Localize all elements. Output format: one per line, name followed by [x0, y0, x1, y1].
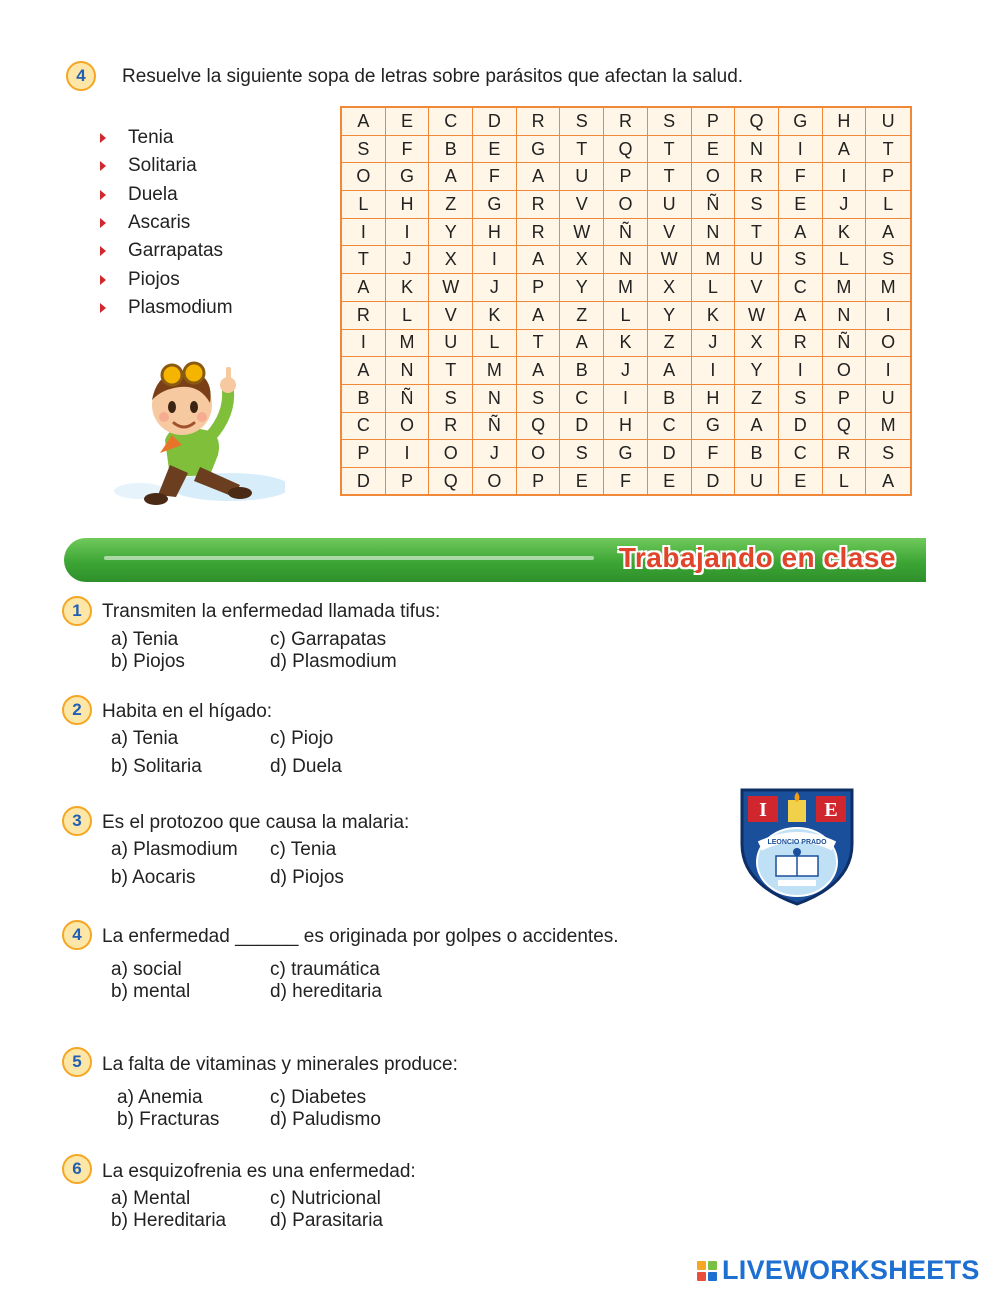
grid-cell[interactable]: U [735, 468, 779, 496]
grid-cell[interactable]: G [779, 108, 823, 136]
grid-cell[interactable]: J [604, 357, 648, 385]
option-d[interactable]: d) Duela [270, 756, 342, 777]
grid-cell[interactable]: M [692, 246, 736, 274]
grid-cell[interactable]: E [692, 136, 736, 164]
grid-cell[interactable]: W [429, 274, 473, 302]
crest-letter-right: E [824, 799, 838, 821]
grid-cell[interactable]: W [735, 302, 779, 330]
grid-cell[interactable]: T [648, 136, 692, 164]
word-list-item [100, 265, 233, 293]
grid-cell[interactable]: U [560, 163, 604, 191]
option-a[interactable]: a) Mental [111, 1188, 191, 1209]
grid-cell[interactable]: L [866, 191, 910, 219]
grid-cell[interactable]: A [823, 136, 867, 164]
grid-cell[interactable]: O [692, 163, 736, 191]
grid-cell[interactable]: R [604, 108, 648, 136]
grid-cell[interactable]: T [342, 246, 386, 274]
grid-cell[interactable]: Ñ [386, 385, 430, 413]
option-d[interactable]: d) Piojos [270, 867, 344, 888]
grid-cell[interactable]: A [517, 302, 561, 330]
grid-cell[interactable]: L [823, 468, 867, 496]
word-list-item [100, 152, 233, 180]
grid-cell[interactable]: Ñ [473, 413, 517, 441]
grid-cell[interactable]: S [779, 385, 823, 413]
grid-cell[interactable]: I [692, 357, 736, 385]
question-text: La falta de vitaminas y minerales produce: [102, 1054, 458, 1075]
grid-cell[interactable]: E [560, 468, 604, 496]
grid-cell[interactable]: P [692, 108, 736, 136]
question-number-badge: 4 [62, 920, 92, 950]
question-text: La enfermedad ______ es originada por golpes o accidentes. [102, 926, 619, 947]
grid-cell[interactable]: O [429, 440, 473, 468]
grid-cell[interactable]: L [823, 246, 867, 274]
grid-cell[interactable]: D [692, 468, 736, 496]
grid-cell[interactable]: K [823, 219, 867, 247]
grid-cell[interactable]: I [386, 440, 430, 468]
question-number-badge: 2 [62, 695, 92, 725]
grid-cell[interactable]: T [735, 219, 779, 247]
grid-cell[interactable]: P [604, 163, 648, 191]
grid-cell[interactable]: S [735, 191, 779, 219]
grid-cell[interactable]: R [735, 163, 779, 191]
grid-cell[interactable]: R [779, 330, 823, 358]
grid-cell[interactable]: V [648, 219, 692, 247]
option-a[interactable]: a) Tenia [111, 728, 179, 749]
word-list [100, 124, 233, 322]
grid-cell[interactable]: S [560, 108, 604, 136]
grid-cell[interactable]: U [866, 385, 910, 413]
grid-cell[interactable]: X [735, 330, 779, 358]
grid-cell[interactable]: C [779, 274, 823, 302]
grid-cell[interactable]: L [473, 330, 517, 358]
grid-cell[interactable]: N [386, 357, 430, 385]
grid-cell[interactable]: C [648, 413, 692, 441]
grid-cell[interactable]: V [735, 274, 779, 302]
grid-cell[interactable]: G [473, 191, 517, 219]
grid-cell[interactable]: Q [735, 108, 779, 136]
word-label: Piojos [128, 268, 180, 290]
grid-cell[interactable]: M [823, 274, 867, 302]
banner-stripe [104, 556, 594, 560]
grid-cell[interactable]: H [604, 413, 648, 441]
grid-cell[interactable]: M [604, 274, 648, 302]
section-banner [64, 538, 926, 582]
option-b[interactable]: b) Solitaria [111, 756, 202, 777]
logo-text: LIVEWORKSHEETS [722, 1255, 980, 1285]
grid-cell[interactable]: B [560, 357, 604, 385]
grid-cell[interactable]: O [517, 440, 561, 468]
grid-cell[interactable]: H [692, 385, 736, 413]
grid-cell[interactable]: I [779, 136, 823, 164]
grid-cell[interactable]: R [517, 219, 561, 247]
grid-cell[interactable]: C [779, 440, 823, 468]
grid-cell[interactable]: Ñ [604, 219, 648, 247]
grid-cell[interactable]: G [517, 136, 561, 164]
grid-cell[interactable]: B [735, 440, 779, 468]
grid-cell[interactable]: U [429, 330, 473, 358]
grid-cell[interactable]: Y [735, 357, 779, 385]
question-text: Habita en el hígado: [102, 701, 273, 722]
grid-cell[interactable]: Z [429, 191, 473, 219]
grid-cell[interactable]: J [473, 274, 517, 302]
grid-cell[interactable]: O [473, 468, 517, 496]
grid-cell[interactable]: N [735, 136, 779, 164]
bullet-icon [100, 218, 106, 228]
grid-cell[interactable]: C [560, 385, 604, 413]
logo-mark-icon [697, 1261, 717, 1281]
grid-cell[interactable]: E [473, 136, 517, 164]
grid-cell[interactable]: S [866, 440, 910, 468]
grid-cell[interactable]: V [429, 302, 473, 330]
grid-cell[interactable]: S [342, 136, 386, 164]
option-c[interactable]: c) Nutricional [270, 1188, 381, 1209]
grid-cell[interactable]: O [386, 413, 430, 441]
grid-cell[interactable]: I [866, 357, 910, 385]
grid-cell[interactable]: I [823, 163, 867, 191]
grid-cell[interactable]: B [342, 385, 386, 413]
grid-cell[interactable]: A [342, 357, 386, 385]
question-number-badge: 6 [62, 1154, 92, 1184]
grid-cell[interactable]: R [429, 413, 473, 441]
grid-cell[interactable]: A [342, 108, 386, 136]
grid-cell[interactable]: S [429, 385, 473, 413]
grid-cell[interactable]: A [517, 246, 561, 274]
grid-cell[interactable]: S [560, 440, 604, 468]
grid-cell[interactable]: X [560, 246, 604, 274]
option-a[interactable]: a) social [111, 959, 182, 980]
grid-cell[interactable]: I [866, 302, 910, 330]
option-d[interactable]: d) Plasmodium [270, 651, 397, 672]
word-list-item [100, 209, 233, 237]
grid-cell[interactable]: N [473, 385, 517, 413]
grid-cell[interactable]: S [779, 246, 823, 274]
grid-cell[interactable]: I [386, 219, 430, 247]
grid-cell[interactable]: A [779, 219, 823, 247]
question-text: La esquizofrenia es una enfermedad: [102, 1161, 416, 1182]
grid-cell[interactable]: G [604, 440, 648, 468]
grid-cell[interactable]: A [882, 471, 895, 492]
word-label: Tenia [128, 127, 174, 149]
crest-name: LEONCIO PRADO [767, 839, 827, 846]
grid-cell[interactable]: Z [735, 385, 779, 413]
word-search-grid [340, 106, 912, 496]
grid-cell[interactable]: U [866, 108, 910, 136]
question-text: Es el protozoo que causa la malaria: [102, 812, 410, 833]
grid-cell[interactable]: A [517, 357, 561, 385]
grid-cell[interactable]: K [604, 330, 648, 358]
grid-cell[interactable]: O [866, 330, 910, 358]
option-b[interactable]: b) mental [111, 981, 191, 1002]
grid-cell[interactable]: Q [604, 136, 648, 164]
grid-cell[interactable]: J [386, 246, 430, 274]
grid-cell[interactable]: C [429, 108, 473, 136]
crest-letter-left: I [759, 799, 767, 821]
liveworksheets-logo [697, 1255, 980, 1286]
question-number-badge: 3 [62, 806, 92, 836]
question-number-badge: 5 [62, 1047, 92, 1077]
grid-cell[interactable]: T [429, 357, 473, 385]
grid-cell[interactable]: W [648, 246, 692, 274]
grid-cell[interactable]: I [473, 246, 517, 274]
option-c[interactable]: c) traumática [270, 959, 380, 980]
grid-cell[interactable]: F [692, 440, 736, 468]
grid-cell[interactable]: I [342, 330, 386, 358]
grid-cell[interactable]: N [823, 302, 867, 330]
word-list-item [100, 294, 233, 322]
grid-cell[interactable]: K [692, 302, 736, 330]
grid-cell[interactable]: D [473, 108, 517, 136]
grid-cell[interactable]: M [473, 357, 517, 385]
grid-cell[interactable]: H [473, 219, 517, 247]
option-b[interactable]: b) Piojos [111, 651, 185, 672]
grid-cell[interactable]: V [560, 191, 604, 219]
grid-cell[interactable]: U [648, 191, 692, 219]
word-list-item [100, 237, 233, 265]
grid-cell[interactable]: S [866, 246, 910, 274]
word-list-item [100, 181, 233, 209]
grid-cell[interactable]: C [342, 413, 386, 441]
grid-cell[interactable]: W [560, 219, 604, 247]
bullet-icon [100, 133, 106, 143]
grid-cell[interactable]: D [560, 413, 604, 441]
grid-cell[interactable]: B [429, 136, 473, 164]
grid-cell[interactable]: S [517, 385, 561, 413]
grid-cell[interactable]: S [648, 108, 692, 136]
option-d[interactable]: d) Parasitaria [270, 1210, 383, 1231]
grid-cell[interactable]: E [386, 108, 430, 136]
grid-cell[interactable]: A [342, 274, 386, 302]
grid-cell[interactable]: D [779, 413, 823, 441]
grid-cell[interactable]: A [779, 302, 823, 330]
grid-cell[interactable]: H [823, 108, 867, 136]
word-label: Duela [128, 183, 178, 205]
grid-cell[interactable]: J [692, 330, 736, 358]
grid-cell[interactable]: P [517, 274, 561, 302]
exercise-number-badge: 4 [66, 61, 96, 91]
exercise-title: Resuelve la siguiente sopa de letras sobre parásitos que afectan la salud. [122, 66, 744, 87]
grid-cell[interactable]: P [342, 440, 386, 468]
word-label: Ascaris [128, 212, 191, 234]
grid-cell[interactable]: G [386, 163, 430, 191]
question-number-badge: 1 [62, 596, 92, 626]
grid-cell[interactable]: F [779, 163, 823, 191]
grid-cell[interactable]: P [823, 385, 867, 413]
grid-cell[interactable]: P [866, 163, 910, 191]
school-crest [738, 784, 856, 908]
option-c[interactable]: c) Garrapatas [270, 629, 387, 650]
grid-cell[interactable]: M [866, 413, 910, 441]
option-c[interactable]: c) Tenia [270, 839, 337, 860]
option-b[interactable]: b) Aocaris [111, 867, 196, 888]
word-label: Plasmodium [128, 296, 233, 318]
grid-cell[interactable]: F [473, 163, 517, 191]
grid-cell[interactable]: Q [429, 468, 473, 496]
grid-cell[interactable]: F [386, 136, 430, 164]
grid-cell[interactable]: I [779, 357, 823, 385]
grid-cell[interactable]: Y [560, 274, 604, 302]
grid-cell[interactable]: K [386, 274, 430, 302]
option-c[interactable]: c) Diabetes [270, 1087, 367, 1108]
grid-cell[interactable]: G [692, 413, 736, 441]
grid-cell[interactable]: A [648, 357, 692, 385]
bullet-icon [100, 303, 106, 313]
grid-cell[interactable]: Ñ [823, 330, 867, 358]
grid-cell[interactable]: B [648, 385, 692, 413]
bullet-icon [100, 246, 106, 256]
question-text: Transmiten la enfermedad llamada tifus: [102, 601, 441, 622]
grid-cell[interactable]: A [866, 219, 910, 247]
grid-cell[interactable]: T [517, 330, 561, 358]
grid-cell[interactable]: Z [648, 330, 692, 358]
grid-cell[interactable]: A [560, 330, 604, 358]
bullet-icon [100, 190, 106, 200]
option-c[interactable]: c) Piojo [270, 728, 334, 749]
grid-cell[interactable]: O [604, 191, 648, 219]
grid-cell[interactable]: I [604, 385, 648, 413]
option-b[interactable]: b) Fracturas [117, 1109, 220, 1130]
grid-cell[interactable]: M [386, 330, 430, 358]
grid-cell[interactable]: U [735, 246, 779, 274]
grid-cell[interactable]: Q [517, 413, 561, 441]
grid-cell[interactable]: J [473, 440, 517, 468]
word-list-item [100, 124, 233, 152]
grid-cell[interactable]: N [692, 219, 736, 247]
grid-cell[interactable]: P [517, 468, 561, 496]
grid-cell[interactable]: A [517, 163, 561, 191]
grid-cell[interactable]: X [429, 246, 473, 274]
grid-cell[interactable]: N [604, 246, 648, 274]
grid-cell[interactable]: X [648, 274, 692, 302]
grid-cell[interactable]: R [823, 440, 867, 468]
grid-cell[interactable]: R [517, 191, 561, 219]
option-b[interactable]: b) Hereditaria [111, 1210, 227, 1231]
grid-cell[interactable]: L [386, 302, 430, 330]
grid-cell[interactable]: R [517, 108, 561, 136]
grid-cell[interactable]: A [735, 413, 779, 441]
word-label: Garrapatas [128, 240, 224, 262]
grid-cell[interactable]: J [823, 191, 867, 219]
word-label: Solitaria [128, 155, 197, 177]
grid-cell[interactable]: H [386, 191, 430, 219]
option-a[interactable]: a) Tenia [111, 629, 179, 650]
grid-cell[interactable]: L [692, 274, 736, 302]
option-d[interactable]: d) Paludismo [270, 1109, 381, 1130]
grid-cell[interactable]: T [560, 136, 604, 164]
grid-cell[interactable]: E [779, 468, 823, 496]
grid-cell[interactable]: E [648, 468, 692, 496]
grid-cell[interactable]: R [342, 302, 386, 330]
kid-illustration [110, 345, 285, 510]
grid-cell[interactable]: L [604, 302, 648, 330]
grid-cell[interactable]: D [342, 468, 386, 496]
section-title: Trabajando en clase [618, 542, 896, 573]
grid-cell[interactable]: F [604, 468, 648, 496]
option-a[interactable]: a) Plasmodium [111, 839, 238, 860]
grid-cell[interactable]: P [386, 468, 430, 496]
grid-cell[interactable]: Z [560, 302, 604, 330]
grid-cell[interactable]: T [648, 163, 692, 191]
grid-cell[interactable]: Y [429, 219, 473, 247]
grid-cell[interactable]: M [866, 274, 910, 302]
grid-cell[interactable]: O [342, 163, 386, 191]
grid-cell[interactable]: O [823, 357, 867, 385]
grid-cell[interactable]: A [429, 163, 473, 191]
grid-cell[interactable]: D [648, 440, 692, 468]
grid-cell[interactable]: L [342, 191, 386, 219]
grid-cell[interactable]: Ñ [692, 191, 736, 219]
option-d[interactable]: d) hereditaria [270, 981, 382, 1002]
grid-cell[interactable]: K [473, 302, 517, 330]
option-a[interactable]: a) Anemia [117, 1087, 203, 1108]
grid-cell[interactable]: Y [648, 302, 692, 330]
bullet-icon [100, 275, 106, 285]
grid-cell[interactable]: I [342, 219, 386, 247]
grid-cell[interactable]: E [779, 191, 823, 219]
grid-cell[interactable]: Q [823, 413, 867, 441]
grid-cell[interactable]: T [866, 136, 910, 164]
bullet-icon [100, 161, 106, 171]
